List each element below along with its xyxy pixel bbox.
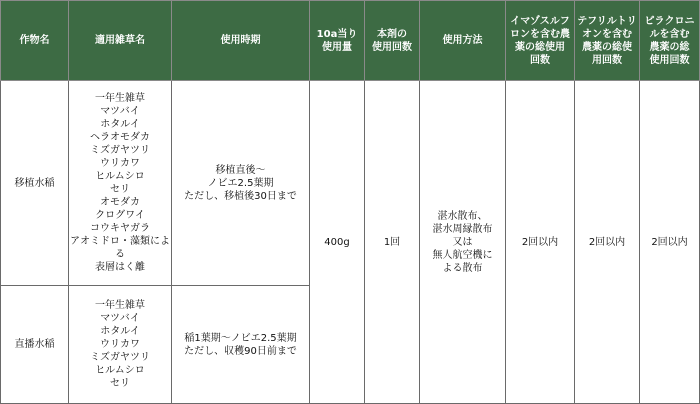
cell-line: ホタルイ	[100, 119, 140, 130]
cell-line: オモダカ	[100, 197, 140, 208]
cell-line: 無人航空機に	[432, 249, 493, 261]
timing-cell	[172, 81, 310, 286]
cell-line: ミズガヤツリ	[90, 145, 150, 156]
count-cell: 1回	[365, 81, 420, 404]
total-pyraclonil-cell: 2回以内	[640, 81, 700, 404]
header-total-imazosulfuron	[506, 1, 575, 81]
header-crop	[1, 1, 69, 81]
cell-line: 表層はく離	[95, 262, 145, 273]
cell-line: マツバイ	[100, 106, 140, 117]
cell-line: 一年生雑草	[95, 300, 145, 311]
total-imazosulfuron-cell: 2回以内	[506, 81, 575, 404]
cell-line: ロンを含む農	[510, 28, 570, 40]
cell-line: セリ	[110, 378, 130, 389]
cell-line: 使用量	[322, 41, 352, 53]
cell-line: 使用回数	[372, 41, 412, 53]
cell-line: クログワイ	[95, 210, 145, 221]
cell-line: 作物名	[19, 35, 50, 46]
cell-line: ピラクロニ	[644, 15, 695, 27]
cell-line: イマゾスルフ	[510, 15, 570, 27]
cell-line: アオミドロ・藻類による	[70, 236, 170, 260]
cell-line: ただし、移植後30日まで	[184, 190, 297, 202]
cell-line: よる散布	[442, 262, 483, 274]
cell-line: ヒルムシロ	[95, 365, 145, 376]
cell-line: ヘラオモダカ	[90, 132, 150, 143]
cell-line: ホタルイ	[100, 326, 140, 337]
cell-line: 湛水散布、	[437, 210, 488, 222]
header-count	[365, 1, 420, 81]
cell-line: 又は	[452, 236, 473, 248]
cell-line: ウリカワ	[100, 339, 140, 350]
cell-line: 湛水周縁散布	[432, 223, 493, 235]
header-total-pyraclonil	[640, 1, 700, 81]
cell-line: 10a当り	[316, 28, 358, 40]
cell-line: 一年生雑草	[95, 93, 145, 104]
header-timing	[172, 1, 310, 81]
header-weeds	[69, 1, 172, 81]
weeds-cell	[69, 286, 172, 404]
cell-line: 使用時期	[220, 35, 261, 46]
cell-line: 農薬の総使	[582, 41, 632, 53]
weeds-cell	[69, 81, 172, 286]
cell-line: マツバイ	[100, 313, 140, 324]
header-amount	[310, 1, 365, 81]
cell-line: ウリカワ	[100, 158, 140, 169]
cell-line: 移植直後～	[215, 164, 266, 176]
crop-cell: 移植水稲	[1, 81, 69, 286]
cell-line: テフリルトリ	[577, 15, 637, 27]
cell-line: 本剤の	[377, 28, 407, 40]
cell-line: 薬の総使用	[515, 41, 565, 53]
cell-line: ルを含む	[649, 28, 690, 40]
header-method	[420, 1, 506, 81]
amount-cell: 400g	[310, 81, 365, 404]
header-total-tefuryltrione	[575, 1, 640, 81]
crop-cell: 直播水稲	[1, 286, 69, 404]
cell-line: 農薬の総	[649, 41, 690, 53]
timing-cell	[172, 286, 310, 404]
cell-line: ヒルムシロ	[95, 171, 145, 182]
cell-line: 適用雑草名	[95, 35, 145, 46]
cell-line: 用回数	[592, 54, 622, 66]
cell-line: 使用方法	[442, 35, 483, 46]
cell-line: 回数	[530, 54, 550, 66]
cell-line: オンを含む	[582, 28, 632, 40]
header-row	[1, 1, 700, 81]
cell-line: 稲1葉期～ノビエ2.5葉期	[184, 332, 297, 344]
cell-line: コウキヤガラ	[90, 223, 150, 234]
cell-line: ノビエ2.5葉期	[207, 177, 274, 189]
table-row	[1, 81, 700, 286]
cell-line: セリ	[110, 184, 130, 195]
method-cell	[420, 81, 506, 404]
cell-line: ただし、収穫90日前まで	[184, 345, 297, 357]
total-tefuryltrione-cell: 2回以内	[575, 81, 640, 404]
cell-line: 使用回数	[649, 54, 690, 66]
cell-line: ミズガヤツリ	[90, 352, 150, 363]
